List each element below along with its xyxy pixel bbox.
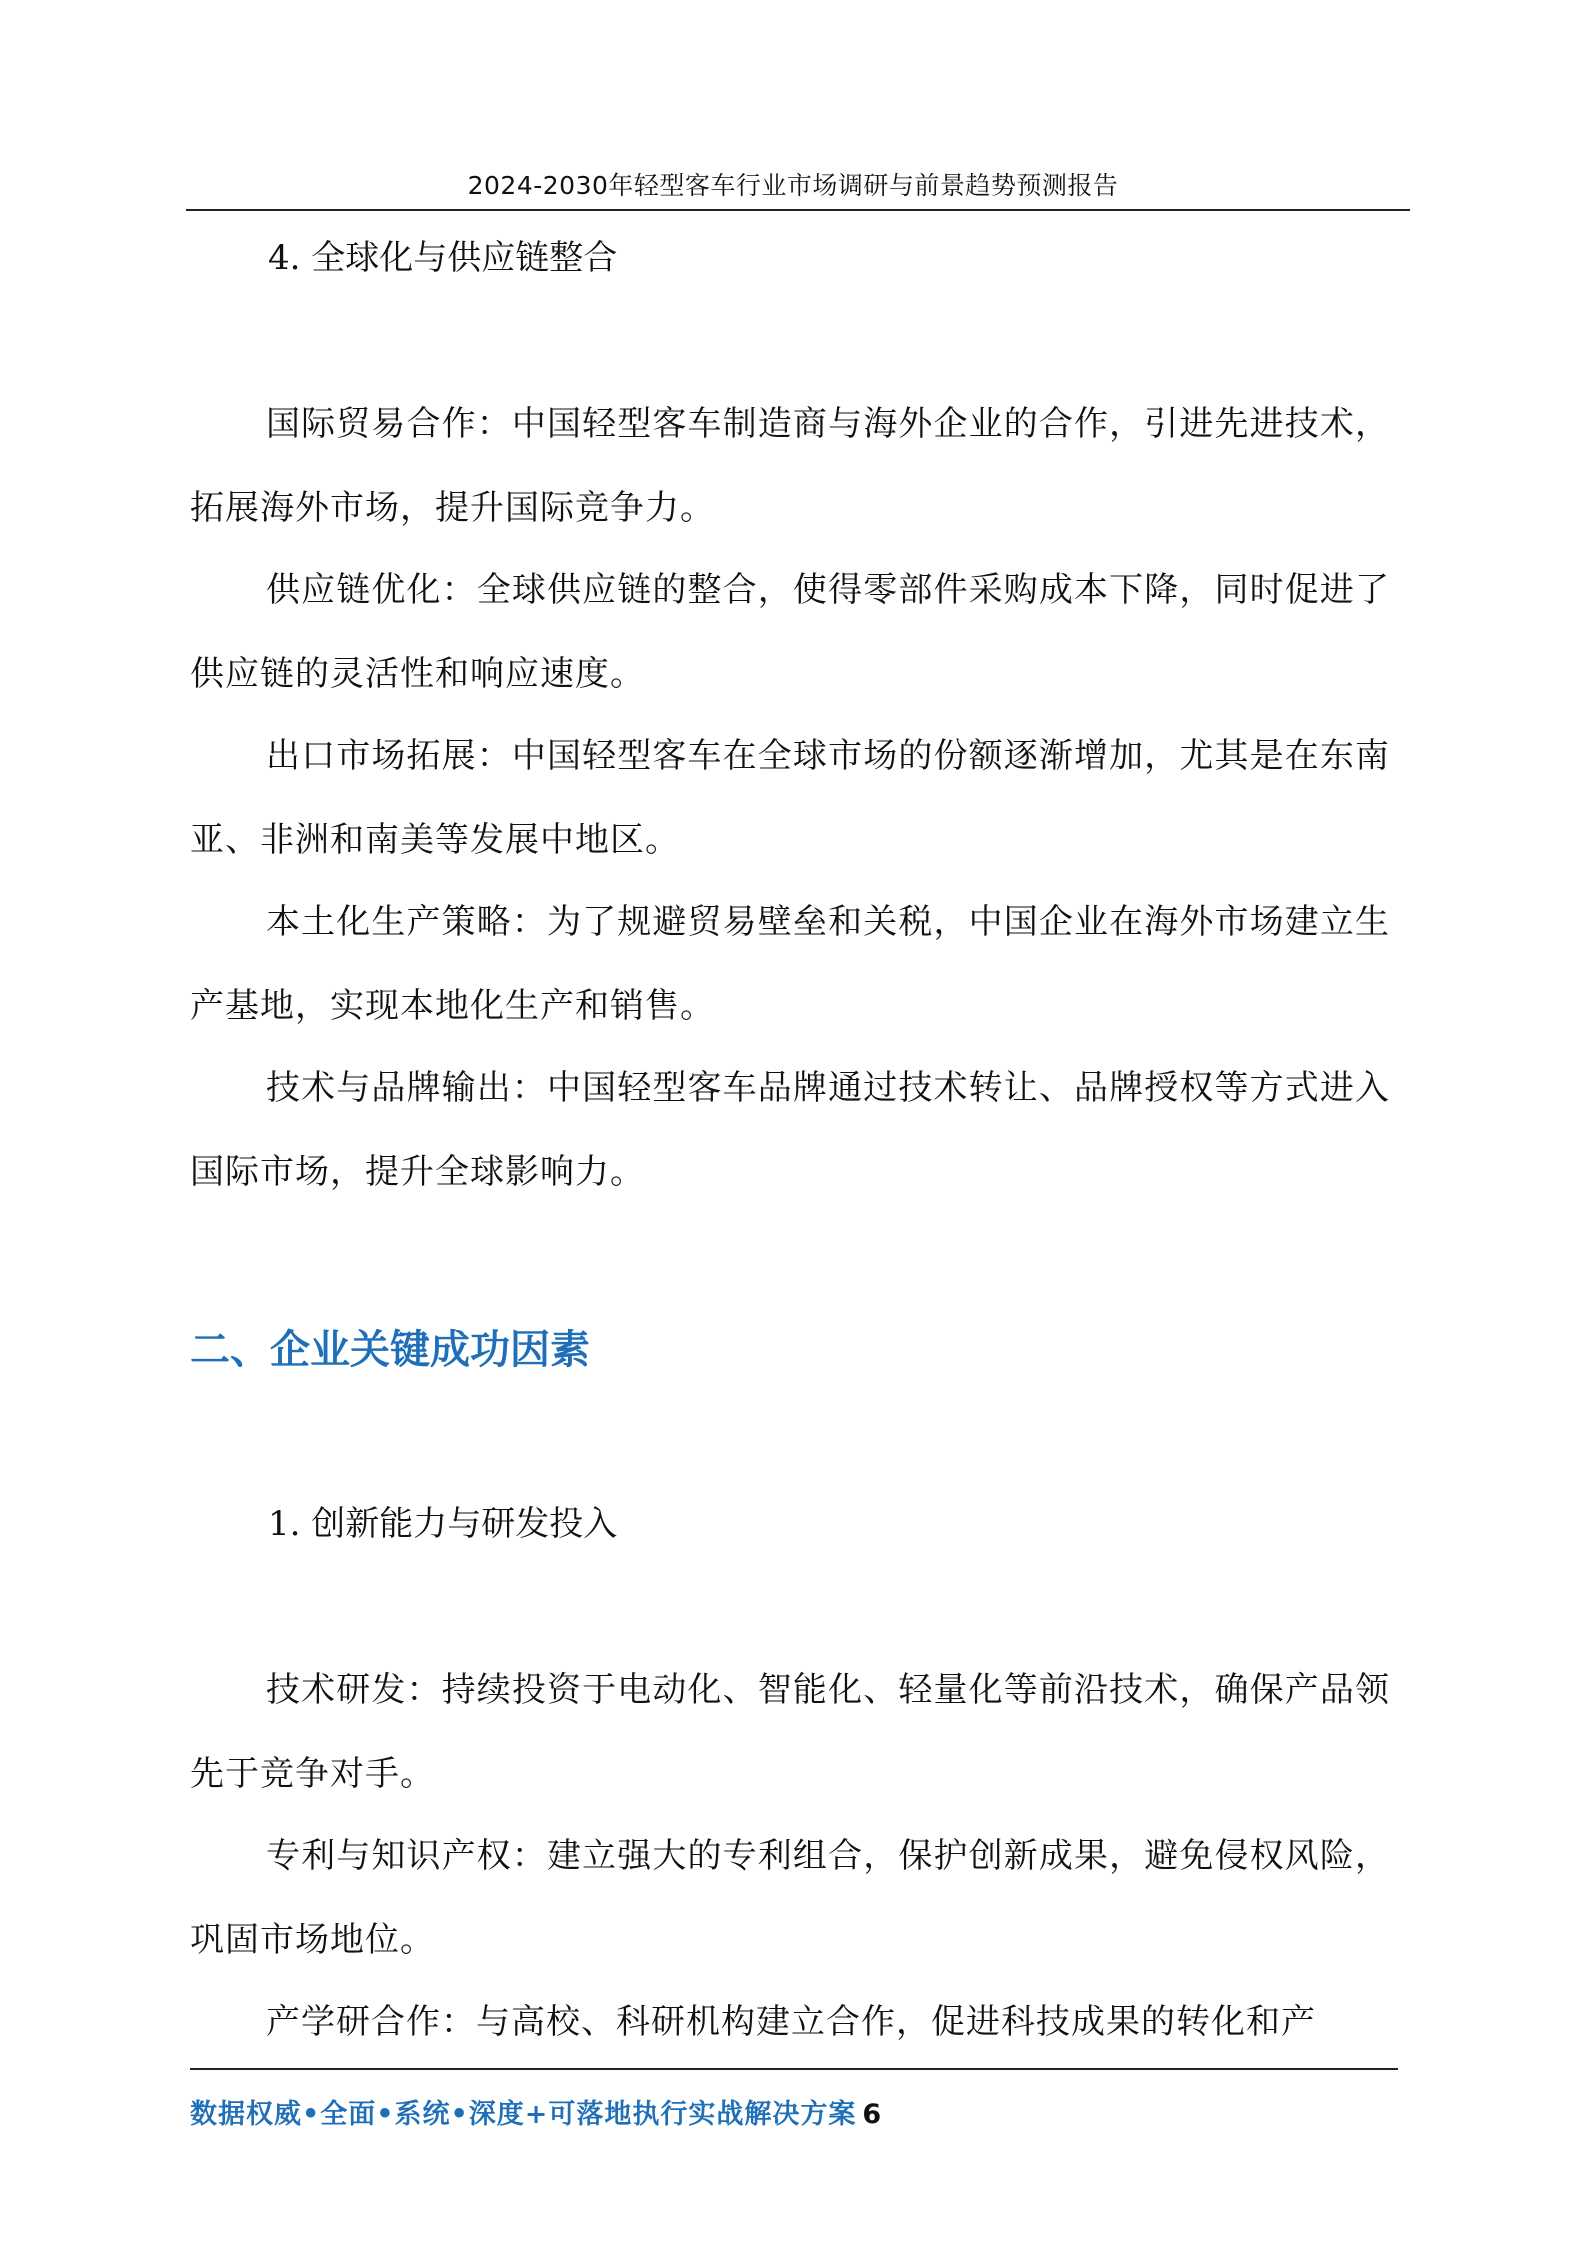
header-title: 2024-2030年轻型客车行业市场调研与前景趋势预测报告 — [467, 171, 1119, 200]
paragraph-patents: 专利与知识产权：建立强大的专利组合，保护创新成果，避免侵权风险，巩固市场地位。 — [190, 1836, 1390, 1960]
page-number: 6 — [862, 2099, 883, 2130]
subsection-heading-innovation: 1. 创新能力与研发投入 — [268, 1504, 618, 1544]
footer-slogan: 数据权威•全面•系统•深度+可落地执行实战解决方案 — [190, 2099, 857, 2130]
section-heading-success-factors: 二、企业关键成功因素 — [190, 1327, 590, 1373]
paragraph-tech-brand-export: 技术与品牌输出：中国轻型客车品牌通过技术转让、品牌授权等方式进入国际市场，提升全球影响力。 — [190, 1068, 1390, 1192]
paragraph-localization: 本土化生产策略：为了规避贸易壁垒和关税，中国企业在海外市场建立生产基地，实现本地化生产和销售。 — [190, 902, 1390, 1026]
paragraph-tech-rd: 技术研发：持续投资于电动化、智能化、轻量化等前沿技术，确保产品领先于竞争对手。 — [190, 1670, 1390, 1794]
subsection-heading-globalization: 4. 全球化与供应链整合 — [268, 238, 618, 278]
paragraph-export-market: 出口市场拓展：中国轻型客车在全球市场的份额逐渐增加，尤其是在东南亚、非洲和南美等发展中地区。 — [190, 736, 1390, 860]
paragraph-trade-cooperation: 国际贸易合作：中国轻型客车制造商与海外企业的合作，引进先进技术，拓展海外市场，提升国际竞争力。 — [190, 404, 1390, 528]
paragraph-industry-academia: 产学研合作：与高校、科研机构建立合作，促进科技成果的转化和产 — [266, 2002, 1316, 2042]
footer — [190, 2092, 882, 2131]
header-divider — [186, 209, 1410, 211]
paragraph-supply-chain: 供应链优化：全球供应链的整合，使得零部件采购成本下降，同时促进了供应链的灵活性和响应速度。 — [190, 570, 1390, 694]
footer-divider — [190, 2068, 1398, 2070]
